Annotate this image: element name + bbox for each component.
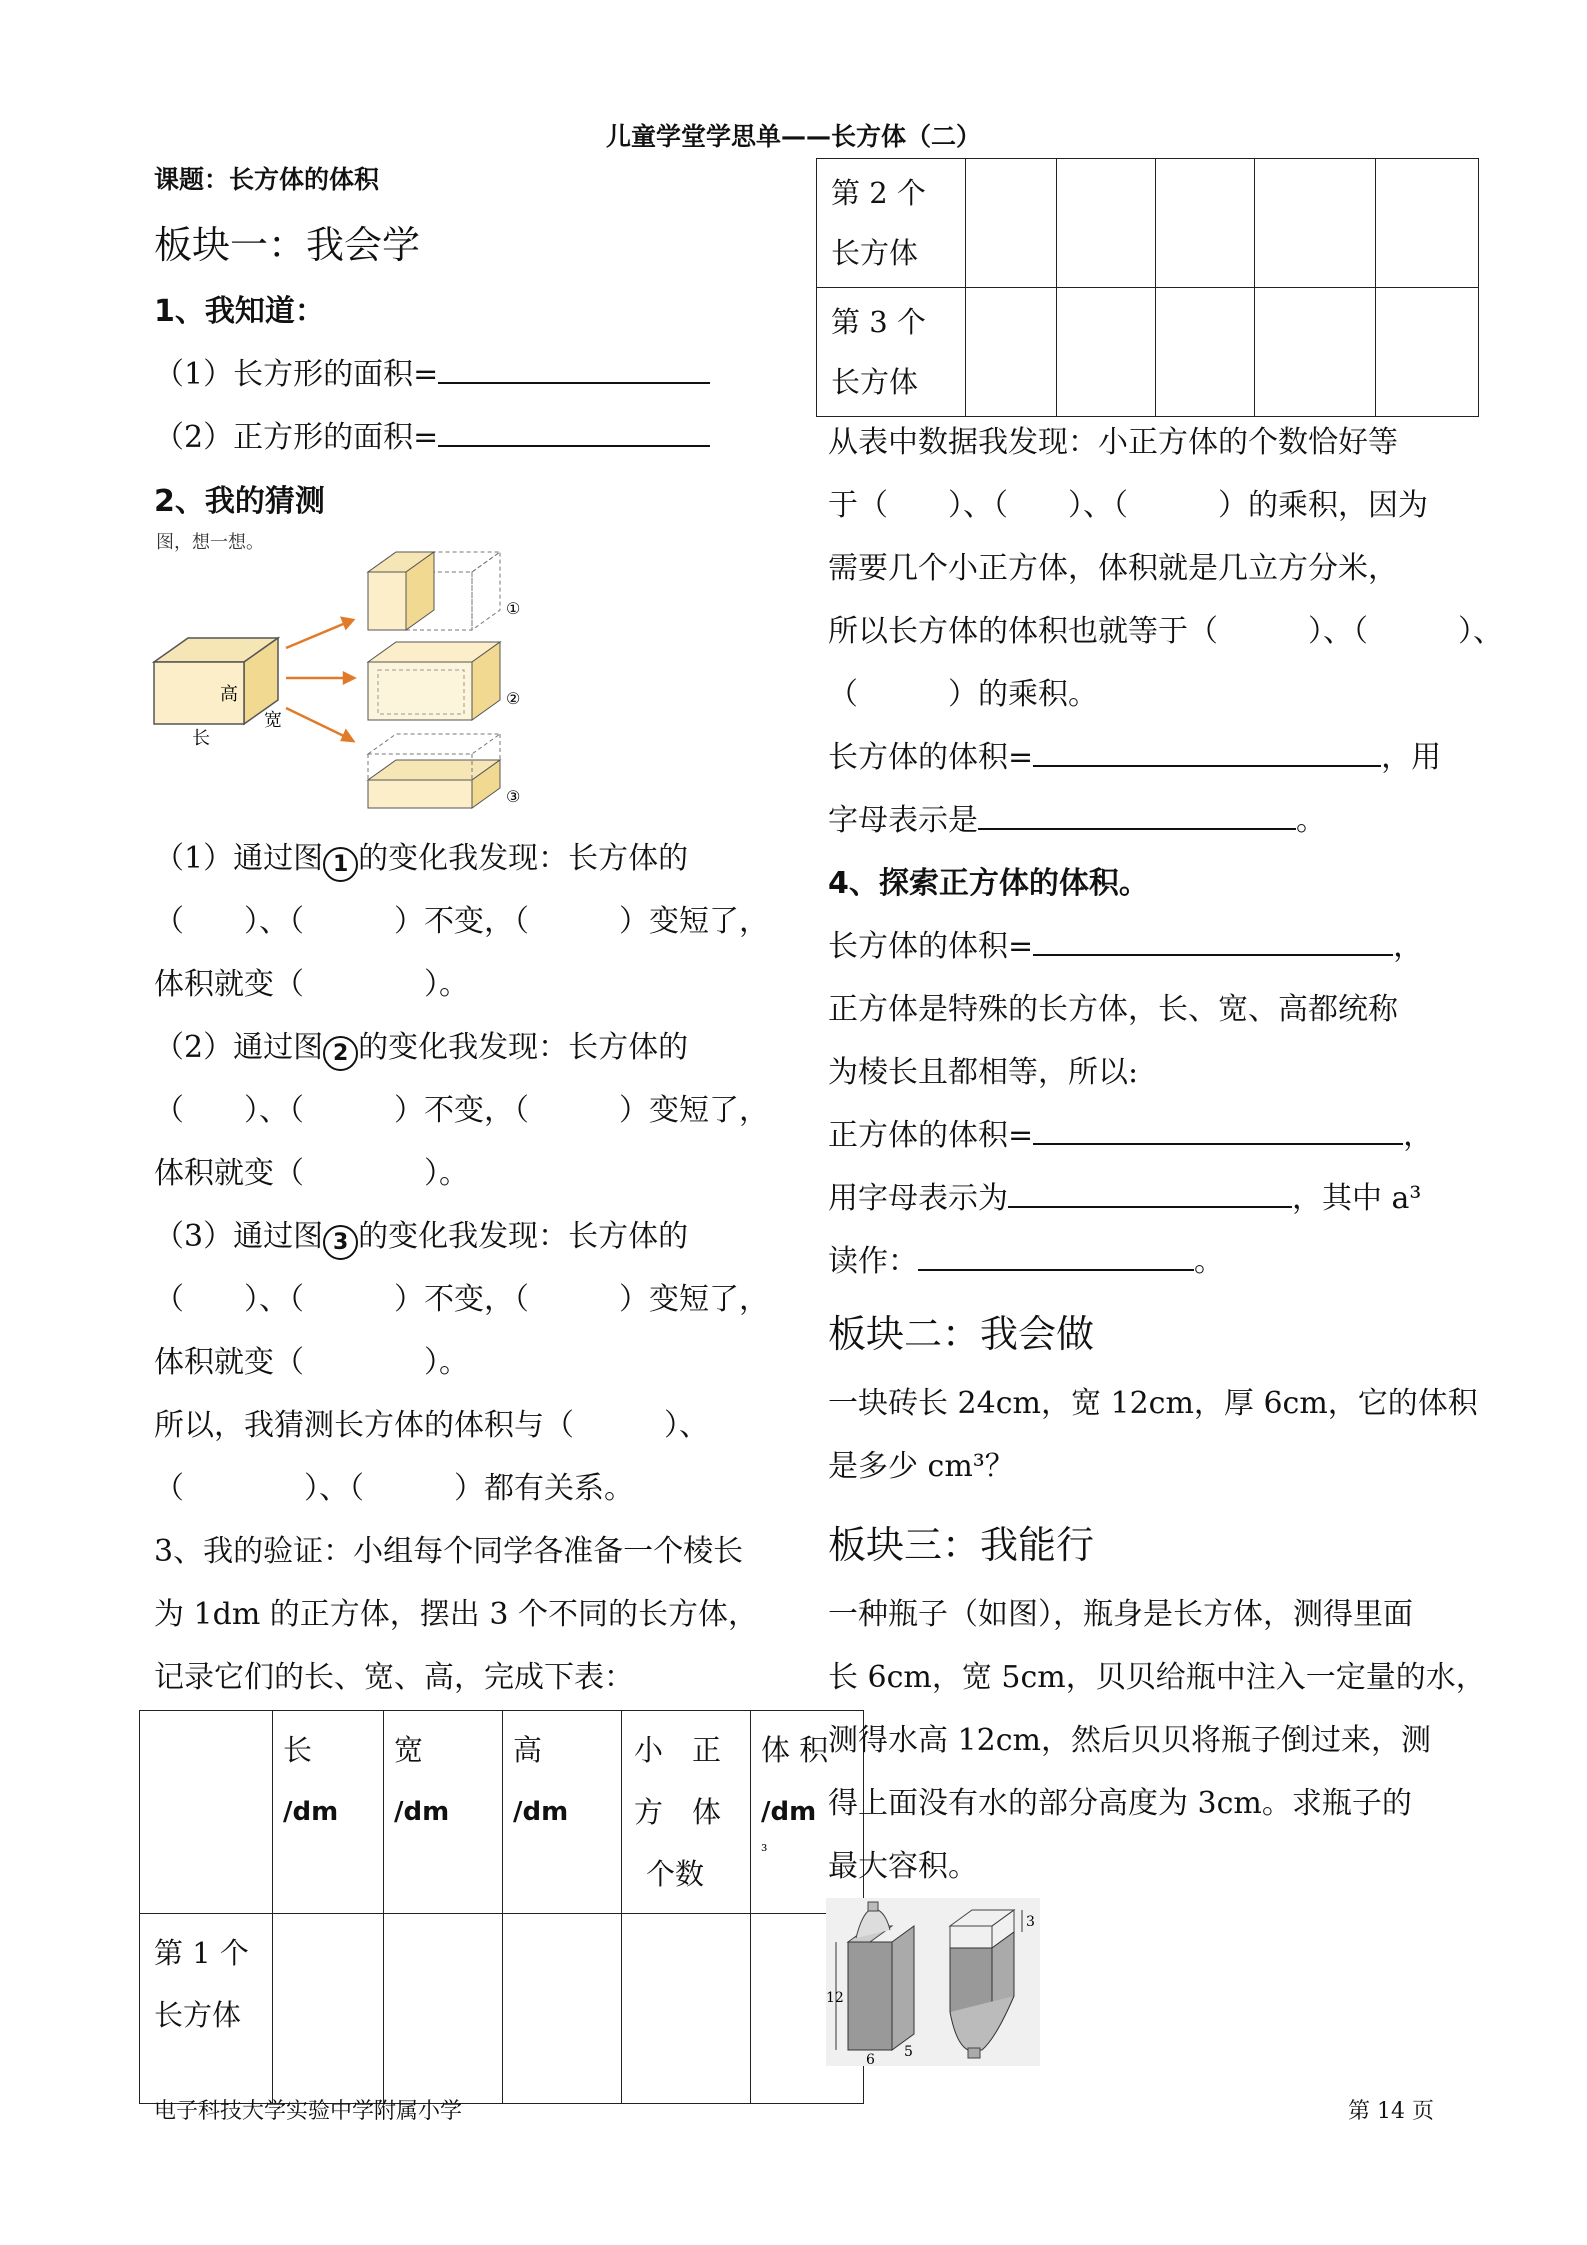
- table-cell[interactable]: [1255, 159, 1376, 288]
- header-text: 体 积: [761, 1733, 829, 1767]
- q4-line2: 正方体是特殊的长方体，长、宽、高都统称: [828, 992, 1398, 1027]
- header-text: 个数: [646, 1857, 705, 1891]
- section2-line1: 一块砖长 24cm，宽 12cm，厚 6cm，它的体积: [828, 1386, 1478, 1421]
- table-cell[interactable]: [384, 1914, 503, 2104]
- header-unit: /dm: [394, 1797, 450, 1827]
- box-3: [368, 734, 500, 808]
- header-height: [503, 1711, 622, 1914]
- lesson-topic: 课题：长方体的体积: [154, 165, 380, 194]
- header-text: 方 体: [634, 1795, 722, 1829]
- box-change-figure: [148, 532, 548, 822]
- page-title: 儿童学堂学思单——长方体（二）: [605, 122, 981, 151]
- record-table-part2: [816, 158, 1479, 417]
- label-long: 长: [192, 728, 210, 749]
- original-box: [154, 638, 278, 724]
- text: 长方体的体积=: [828, 929, 1034, 964]
- label-high: 高: [220, 684, 238, 705]
- text: 长方体的体积=: [828, 740, 1034, 775]
- section3-line1: 一种瓶子（如图），瓶身是长方体，测得里面: [828, 1597, 1413, 1632]
- q1-item2: [154, 406, 710, 469]
- guess-line2: （ ）、（ ）都有关系。: [154, 1471, 634, 1506]
- table-cell[interactable]: [503, 1914, 622, 2104]
- obs1-line2: （ ）、（ ）不变，（ ）变短了，: [154, 904, 769, 939]
- header-text: 长: [283, 1733, 313, 1767]
- row-label: [140, 1914, 273, 2104]
- section3-heading: 板块三：我能行: [828, 1523, 1095, 1567]
- section2-heading: 板块二：我会做: [828, 1312, 1095, 1356]
- table-row: [817, 159, 1479, 288]
- text: ，其中 a³: [1292, 1181, 1422, 1216]
- obs2-line3: 体积就变（ ）。: [154, 1156, 469, 1191]
- table-cell[interactable]: [273, 1914, 384, 2104]
- section2-line2: 是多少 cm³？: [828, 1449, 1015, 1484]
- cuboid-volume-line: [828, 726, 1441, 789]
- bottle-figure: [826, 1898, 1040, 2066]
- record-table-part1: [139, 1710, 864, 2104]
- finding-line3: 需要几个小正方体，体积就是几立方分米，: [828, 551, 1398, 586]
- text: 。: [1194, 1244, 1224, 1279]
- q4-label: 4、探索正方体的体积。: [828, 866, 1149, 901]
- q1-item2-text: （2）正方形的面积=: [154, 420, 439, 455]
- header-length: [273, 1711, 384, 1914]
- circled-number: 3: [323, 1225, 358, 1260]
- observation-1: [154, 827, 688, 890]
- finding-line4: 所以长方体的体积也就等于（ ）、（ ）、: [828, 614, 1503, 649]
- marker-3: ③: [506, 787, 521, 806]
- header-unit: /dm: [283, 1797, 339, 1827]
- header-width: [384, 1711, 503, 1914]
- section3-line2: 长 6cm，宽 5cm，贝贝给瓶中注入一定量的水，: [828, 1660, 1486, 1695]
- marker-2: ②: [506, 689, 521, 708]
- table-cell[interactable]: [966, 288, 1057, 417]
- header-unit-exponent: ³: [761, 1841, 768, 1860]
- q2-label: 2、我的猜测: [154, 484, 325, 519]
- q4-line6: [828, 1230, 1224, 1293]
- footer-page-number: 第 14 页: [1348, 2099, 1434, 2124]
- answer-blank[interactable]: [1008, 1176, 1292, 1208]
- q4-line5: [828, 1167, 1421, 1230]
- row-label-text: 第 2 个: [831, 176, 926, 210]
- answer-blank[interactable]: [1033, 735, 1381, 767]
- obs1-line3: 体积就变（ ）。: [154, 967, 469, 1002]
- cuboid-letter-line: [828, 789, 1326, 852]
- observation-3: [154, 1205, 688, 1268]
- q1-item1-text: （1）长方形的面积=: [154, 357, 439, 392]
- finding-line2: 于（ ）、（ ）、（ ）的乘积，因为: [828, 488, 1428, 523]
- obs-text: 的变化我发现：长方体的: [358, 841, 689, 876]
- text: ，用: [1381, 740, 1442, 775]
- q3-line2: 为 1dm 的正方体，摆出 3 个不同的长方体，: [154, 1597, 758, 1632]
- table-row: [140, 1914, 864, 2104]
- box-1: [368, 552, 500, 630]
- table-cell[interactable]: [1057, 288, 1156, 417]
- footer-school: 电子科技大学实验中学附属小学: [154, 2099, 463, 2124]
- section3-line5: 最大容积。: [828, 1849, 978, 1884]
- row-label-text: 第 3 个: [831, 305, 926, 339]
- text: 正方体的体积=: [828, 1118, 1034, 1153]
- row-label: [817, 159, 966, 288]
- q3-line3: 记录它们的长、宽、高，完成下表：: [154, 1660, 634, 1695]
- obs3-line2: （ ）、（ ）不变，（ ）变短了，: [154, 1282, 769, 1317]
- dim-5: 5: [904, 2044, 913, 2060]
- header-unit: /dm: [761, 1797, 817, 1827]
- dim-12: 12: [826, 1990, 844, 2006]
- text: 。: [1296, 803, 1326, 838]
- finding-line5: （ ）的乘积。: [828, 677, 1098, 712]
- text: 用字母表示为: [828, 1181, 1008, 1216]
- table-cell[interactable]: [622, 1914, 751, 2104]
- table-cell[interactable]: [1376, 288, 1479, 417]
- answer-blank[interactable]: [1033, 924, 1393, 956]
- finding-line1: 从表中数据我发现：小正方体的个数恰好等: [828, 425, 1398, 460]
- observation-2: [154, 1016, 688, 1079]
- obs-text: 的变化我发现：长方体的: [358, 1219, 689, 1254]
- header-text: 小 正: [634, 1733, 722, 1767]
- table-cell[interactable]: [1156, 288, 1255, 417]
- table-cell[interactable]: [966, 159, 1057, 288]
- answer-blank[interactable]: [1033, 1113, 1403, 1145]
- q4-line4: [828, 1104, 1433, 1167]
- row-label-text: 长方体: [831, 236, 919, 270]
- section3-line4: 得上面没有水的部分高度为 3cm。求瓶子的: [828, 1786, 1412, 1821]
- header-text: 宽: [394, 1733, 424, 1767]
- label-wide: 宽: [264, 710, 282, 731]
- header-cube-count: [622, 1711, 751, 1914]
- q1-label: 1、我知道：: [154, 294, 325, 329]
- answer-blank[interactable]: [918, 1239, 1194, 1271]
- box-2: [368, 642, 500, 720]
- obs-text: 的变化我发现：长方体的: [358, 1030, 689, 1065]
- text: 读作：: [828, 1244, 918, 1279]
- row-label-text: 长方体: [831, 365, 919, 399]
- marker-1: ①: [506, 599, 521, 618]
- section3-line3: 测得水高 12cm，然后贝贝将瓶子倒过来，测: [828, 1723, 1431, 1758]
- row-label-text: 第 1 个: [154, 1936, 249, 1970]
- change-arrows: [286, 618, 354, 741]
- row-label: [817, 288, 966, 417]
- q3-line1: 3、我的验证：小组每个同学各准备一个棱长: [154, 1534, 744, 1569]
- text: ，: [1403, 1118, 1434, 1153]
- q4-line1: [828, 915, 1423, 978]
- obs-text: （2）通过图: [154, 1030, 324, 1065]
- header-text: 高: [513, 1733, 543, 1767]
- section1-heading: 板块一：我会学: [154, 223, 421, 267]
- table-cell[interactable]: [1376, 159, 1479, 288]
- circled-number: 1: [323, 847, 358, 882]
- figure-caption-fragment: 图，想一想。: [156, 532, 264, 553]
- table-row: [817, 288, 1479, 417]
- q1-item1: [154, 343, 710, 406]
- row-label-text: 长方体: [154, 1998, 242, 2032]
- dim-6: 6: [866, 2052, 875, 2066]
- guess-line1: 所以，我猜测长方体的体积与（ ）、: [154, 1408, 709, 1443]
- answer-blank[interactable]: [438, 415, 710, 447]
- answer-blank[interactable]: [978, 798, 1296, 830]
- table-cell[interactable]: [1255, 288, 1376, 417]
- obs3-line3: 体积就变（ ）。: [154, 1345, 469, 1380]
- text: 字母表示是: [828, 803, 978, 838]
- table-cell[interactable]: [1156, 159, 1255, 288]
- obs-text: （3）通过图: [154, 1219, 324, 1254]
- q4-line3: 为棱长且都相等，所以:: [828, 1055, 1139, 1090]
- dim-3: 3: [1026, 1914, 1035, 1930]
- answer-blank[interactable]: [438, 352, 710, 384]
- table-corner: [140, 1711, 273, 1914]
- table-cell[interactable]: [1057, 159, 1156, 288]
- header-unit: /dm: [513, 1797, 569, 1827]
- circled-number: 2: [323, 1036, 358, 1071]
- obs2-line2: （ ）、（ ）不变，（ ）变短了，: [154, 1093, 769, 1128]
- obs-text: （1）通过图: [154, 841, 324, 876]
- text: ，: [1393, 929, 1424, 964]
